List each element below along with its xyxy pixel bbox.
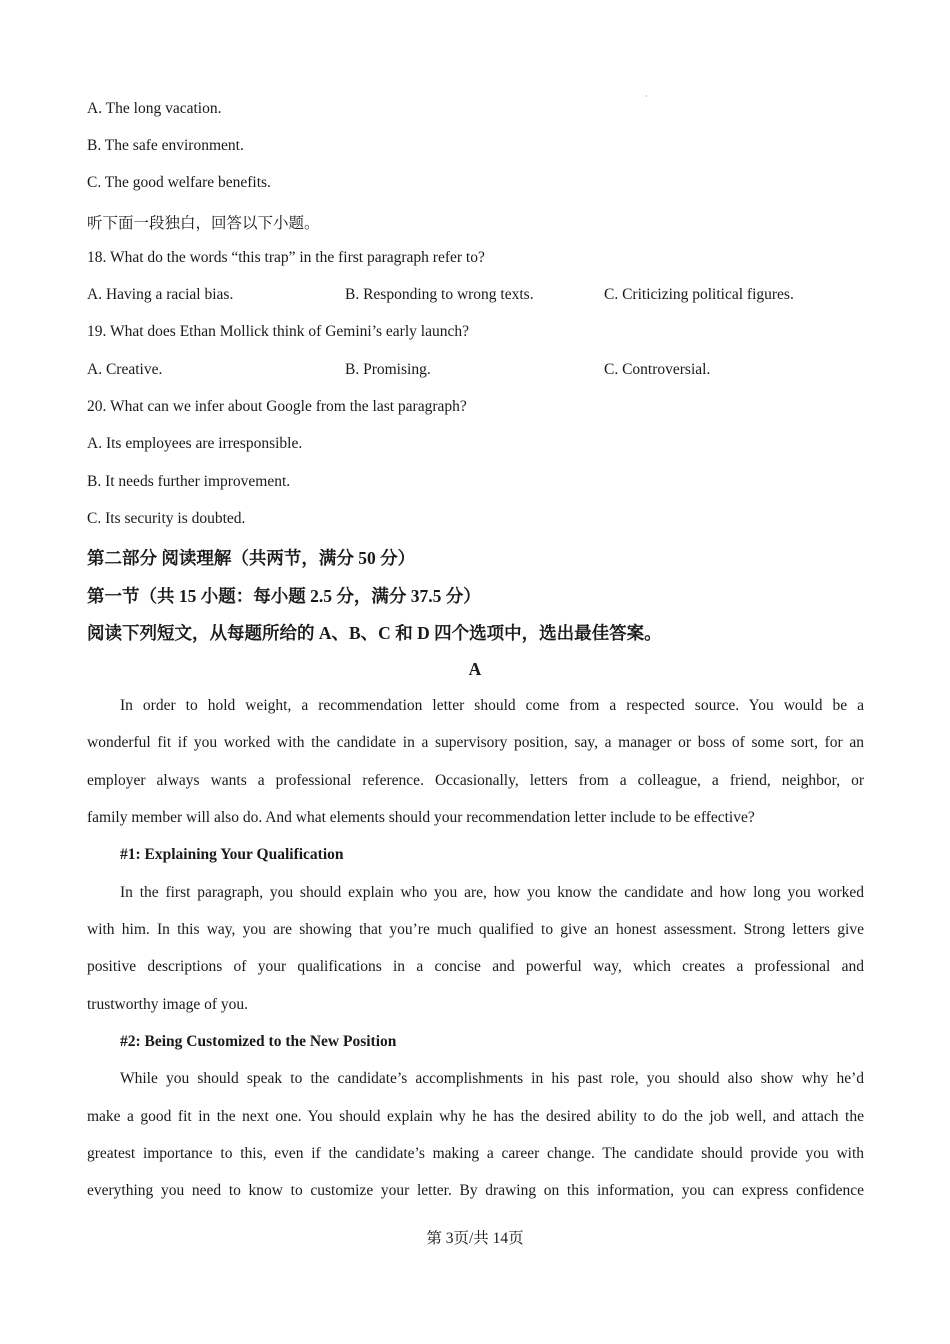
q18-question: 18. What do the words “this trap” in the first paragraph refer to?: [87, 249, 485, 266]
p2-line-1: In the first paragraph, you should explain who you are, how you know the candidate and how long you worked: [120, 884, 864, 901]
q17-option-a: A. The long vacation.: [87, 100, 222, 117]
q17-option-c: C. The good welfare benefits.: [87, 174, 271, 191]
q20-option-c: C. Its security is doubted.: [87, 510, 246, 527]
p1-line-1: In order to hold weight, a recommendation letter should come from a respected source. You would be a: [120, 697, 864, 714]
reading-instruction: 阅读下列短文，从每题所给的 A、B、C 和 D 四个选项中，选出最佳答案。: [87, 623, 662, 643]
p3-line-1: While you should speak to the candidate’s accomplishments in his past role, you should also show why he’d: [120, 1070, 864, 1087]
passage-letter: A: [468, 659, 482, 679]
part2-heading: 第二部分 阅读理解（共两节，满分 50 分）: [87, 548, 416, 568]
p2-line-2: with him. In this way, you are showing that you’re much qualified to give an honest assessment. Strong letters give: [87, 921, 864, 938]
p3-line-4: everything you need to know to customize your letter. By drawing on this information, you can express confidence: [87, 1182, 864, 1199]
q18-option-c: C. Criticizing political figures.: [604, 286, 794, 303]
q19-question: 19. What does Ethan Mollick think of Gemini’s early launch?: [87, 323, 469, 340]
q19-option-a: A. Creative.: [87, 361, 163, 378]
p2-line-4: trustworthy image of you.: [87, 996, 249, 1013]
p1-line-3: employer always wants a professional reference. Occasionally, letters from a colleague, a friend, neighbor, or: [87, 772, 864, 789]
q19-option-c: C. Controversial.: [604, 361, 711, 378]
q18-option-a: A. Having a racial bias.: [87, 286, 234, 303]
q17-option-b: B. The safe environment.: [87, 137, 244, 154]
section1-heading: 第一节（共 15 小题：每小题 2.5 分，满分 37.5 分）: [87, 586, 481, 606]
monologue-instruction: 听下面一段独白，回答以下小题。: [87, 215, 320, 232]
q19-option-b: B. Promising.: [345, 361, 431, 378]
p1-line-2: wonderful fit if you worked with the candidate in a supervisory position, say, a manager or boss of some sort, for an: [87, 734, 864, 751]
q18-option-b: B. Responding to wrong texts.: [345, 286, 534, 303]
p3-line-3: greatest importance to this, even if the candidate’s making a career change. The candidate should provide you with: [87, 1145, 864, 1162]
subheading-1: #1: Explaining Your Qualification: [120, 846, 344, 863]
subheading-2: #2: Being Customized to the New Position: [120, 1033, 397, 1050]
p1-line-4: family member will also do. And what elements should your recommendation letter include to be effective?: [87, 809, 755, 826]
stray-dot: ·: [645, 92, 648, 101]
q20-option-a: A. Its employees are irresponsible.: [87, 435, 303, 452]
p3-line-2: make a good fit in the next one. You should explain why he has the desired ability to do the job well, and attach the: [87, 1108, 864, 1125]
q20-question: 20. What can we infer about Google from the last paragraph?: [87, 398, 467, 415]
page-footer: 第 3页/共 14页: [426, 1230, 524, 1247]
p2-line-3: positive descriptions of your qualifications in a concise and powerful way, which creates a professional and: [87, 958, 864, 975]
q20-option-b: B. It needs further improvement.: [87, 473, 291, 490]
